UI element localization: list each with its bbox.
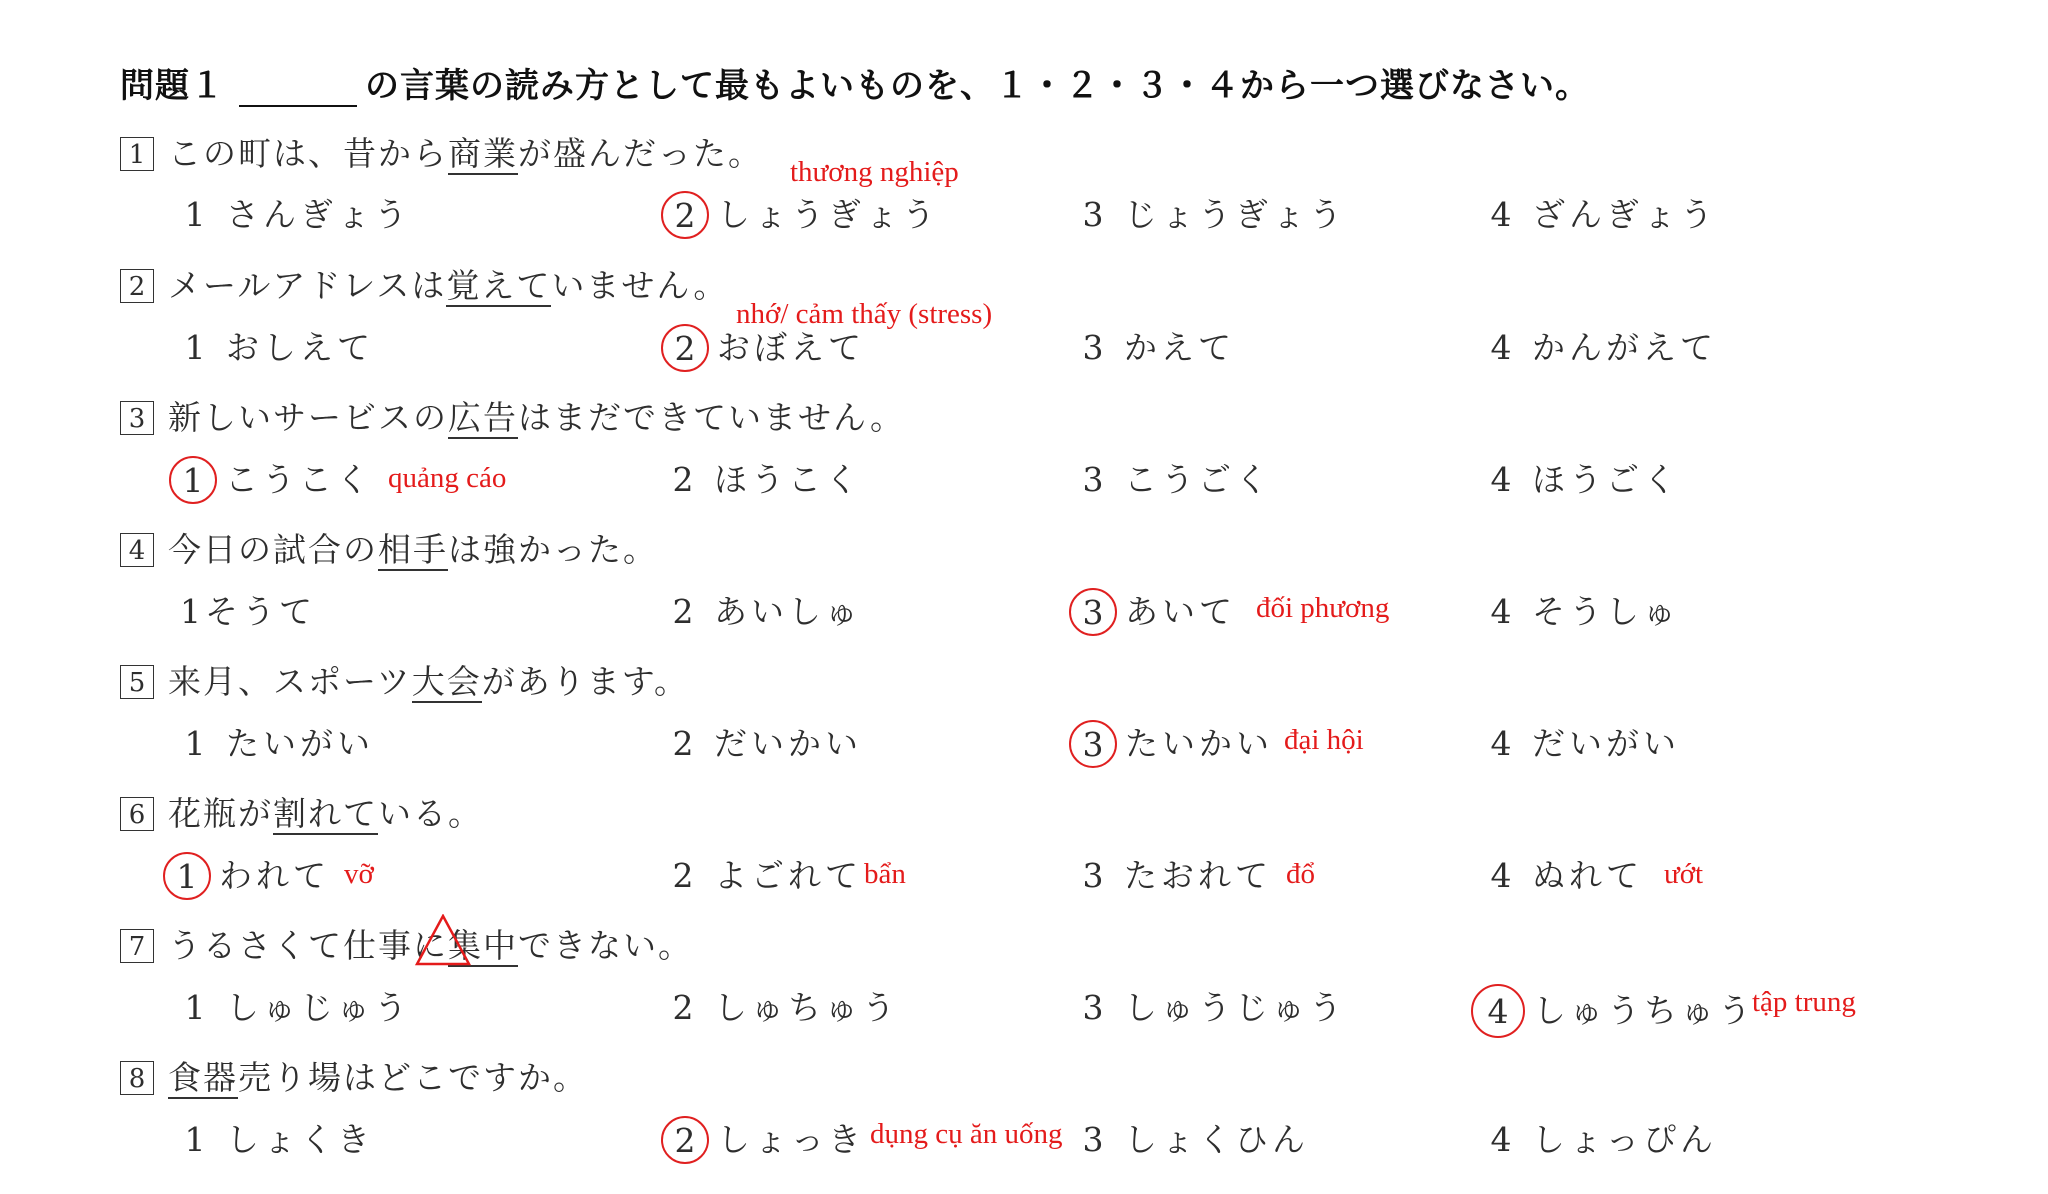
question-7 [120,924,693,964]
question-text: この町は、昔から商業が盛んだった。 [168,134,763,173]
question-text: 来月、スポーツ大会があります。 [168,662,690,701]
annotation-6-4: ướt [1664,858,1704,890]
selected-answer-circle: 2 [661,324,709,372]
target-word: 商業 [448,134,518,173]
question-number: 5 [120,665,154,699]
option-2-1[interactable]: 1 おしえて [184,328,374,367]
selected-answer-circle: 3 [1069,720,1117,768]
selected-answer-circle: 1 [163,852,211,900]
option-7-4[interactable]: 4 しゅうちゅう [1478,988,1755,1028]
option-8-4[interactable]: 4 しょっぴん [1490,1120,1717,1159]
question-4 [120,528,658,568]
selected-answer-circle: 2 [661,191,709,239]
option-2-3[interactable]: 3 かえて [1082,328,1235,367]
option-4-4[interactable]: 4 そうしゅ [1490,592,1680,631]
option-8-3[interactable]: 3 しょくひん [1082,1120,1309,1159]
target-word: 覚えて [446,266,552,305]
option-6-4[interactable]: 4 ぬれて [1490,856,1643,895]
option-1-2[interactable]: 2 しょうぎょう [668,195,939,235]
target-word: 大会 [411,662,482,701]
annotation-4: đối phương [1256,592,1390,624]
option-5-4[interactable]: 4 だいがい [1490,724,1680,763]
question-number: 8 [120,1061,154,1095]
title-instruction: の言葉の読み方として最もよいものを、１・２・３・４から一つ選びなさい。 [365,66,1590,106]
option-6-3[interactable]: 3 たおれて [1082,856,1272,895]
question-number: 1 [120,137,154,171]
target-word: 割れて [273,794,378,833]
option-3-3[interactable]: 3 こうごく [1082,460,1272,499]
question-number: 3 [120,401,154,435]
question-8 [120,1056,588,1096]
option-3-2[interactable]: 2 ほうこく [672,460,862,499]
target-word: 広告 [448,398,518,437]
question-text: うるさくて仕事に集中できない。 [168,926,693,965]
annotation-7: tập trung [1752,986,1856,1018]
annotation-3: quảng cáo [388,462,507,494]
target-word: 集中 [448,926,518,965]
option-5-3[interactable]: 3 たいかい [1076,724,1273,764]
triangle-mark-icon [415,914,471,966]
option-3-4[interactable]: 4 ほうごく [1490,460,1680,499]
annotation-6-1: vỡ [344,858,374,890]
option-3-1[interactable]: 1 こうこく [176,460,373,500]
selected-answer-circle: 3 [1069,588,1117,636]
option-4-3[interactable]: 3 あいて [1076,592,1236,632]
question-5 [120,660,689,700]
title-blank-line [239,75,357,107]
option-7-1[interactable]: 1 しゅじゅう [184,988,411,1027]
question-text: 今日の試合の相手は強かった。 [168,530,658,569]
question-1 [120,132,763,172]
annotation-8: dụng cụ ăn uống [870,1118,1063,1150]
selected-answer-circle: 4 [1471,984,1525,1038]
option-1-4[interactable]: 4 ざんぎょう [1490,195,1717,234]
question-text: メールアドレスは覚えていません。 [168,266,729,305]
option-1-1[interactable]: 1 さんぎょう [184,195,411,234]
option-8-1[interactable]: 1 しょくき [184,1120,374,1159]
annotation-1: thương nghiệp [790,156,959,188]
option-1-3[interactable]: 3 じょうぎょう [1082,195,1346,234]
question-number: 7 [120,929,154,963]
question-2 [120,264,728,304]
option-6-2[interactable]: 2 よごれて [672,856,862,895]
selected-answer-circle: 1 [169,456,217,504]
option-8-2[interactable]: 2 しょっき [668,1120,865,1160]
question-3 [120,396,905,436]
target-word: 食器 [168,1058,238,1097]
question-text: 新しいサービスの広告はまだできていません。 [168,398,905,437]
option-4-1[interactable]: 1そうて [180,592,316,631]
option-7-2[interactable]: 2 しゅちゅう [672,988,899,1027]
question-text: 花瓶が割れている。 [168,794,483,833]
target-word: 相手 [378,530,448,569]
annotation-6-3: đổ [1286,858,1315,890]
option-5-2[interactable]: 2 だいかい [672,724,862,763]
option-2-2[interactable]: 2 おぼえて [668,328,865,368]
option-2-4[interactable]: 4 かんがえて [1490,328,1717,367]
option-7-3[interactable]: 3 しゅうじゅう [1082,988,1346,1027]
option-6-1[interactable]: 1 われて [170,856,330,896]
question-number: 6 [120,797,154,831]
option-5-1[interactable]: 1 たいがい [184,724,374,763]
annotation-5: đại hội [1284,724,1364,756]
option-4-2[interactable]: 2 あいしゅ [672,592,862,631]
annotation-2: nhớ/ cảm thấy (stress) [736,298,993,330]
problem-title [120,58,1590,107]
title-prefix: 問題１ [120,66,225,106]
question-6 [120,792,483,832]
question-number: 2 [120,269,154,303]
annotation-6-2: bẩn [864,858,906,890]
question-text: 食器売り場はどこですか。 [168,1058,588,1097]
selected-answer-circle: 2 [661,1116,709,1164]
question-number: 4 [120,533,154,567]
